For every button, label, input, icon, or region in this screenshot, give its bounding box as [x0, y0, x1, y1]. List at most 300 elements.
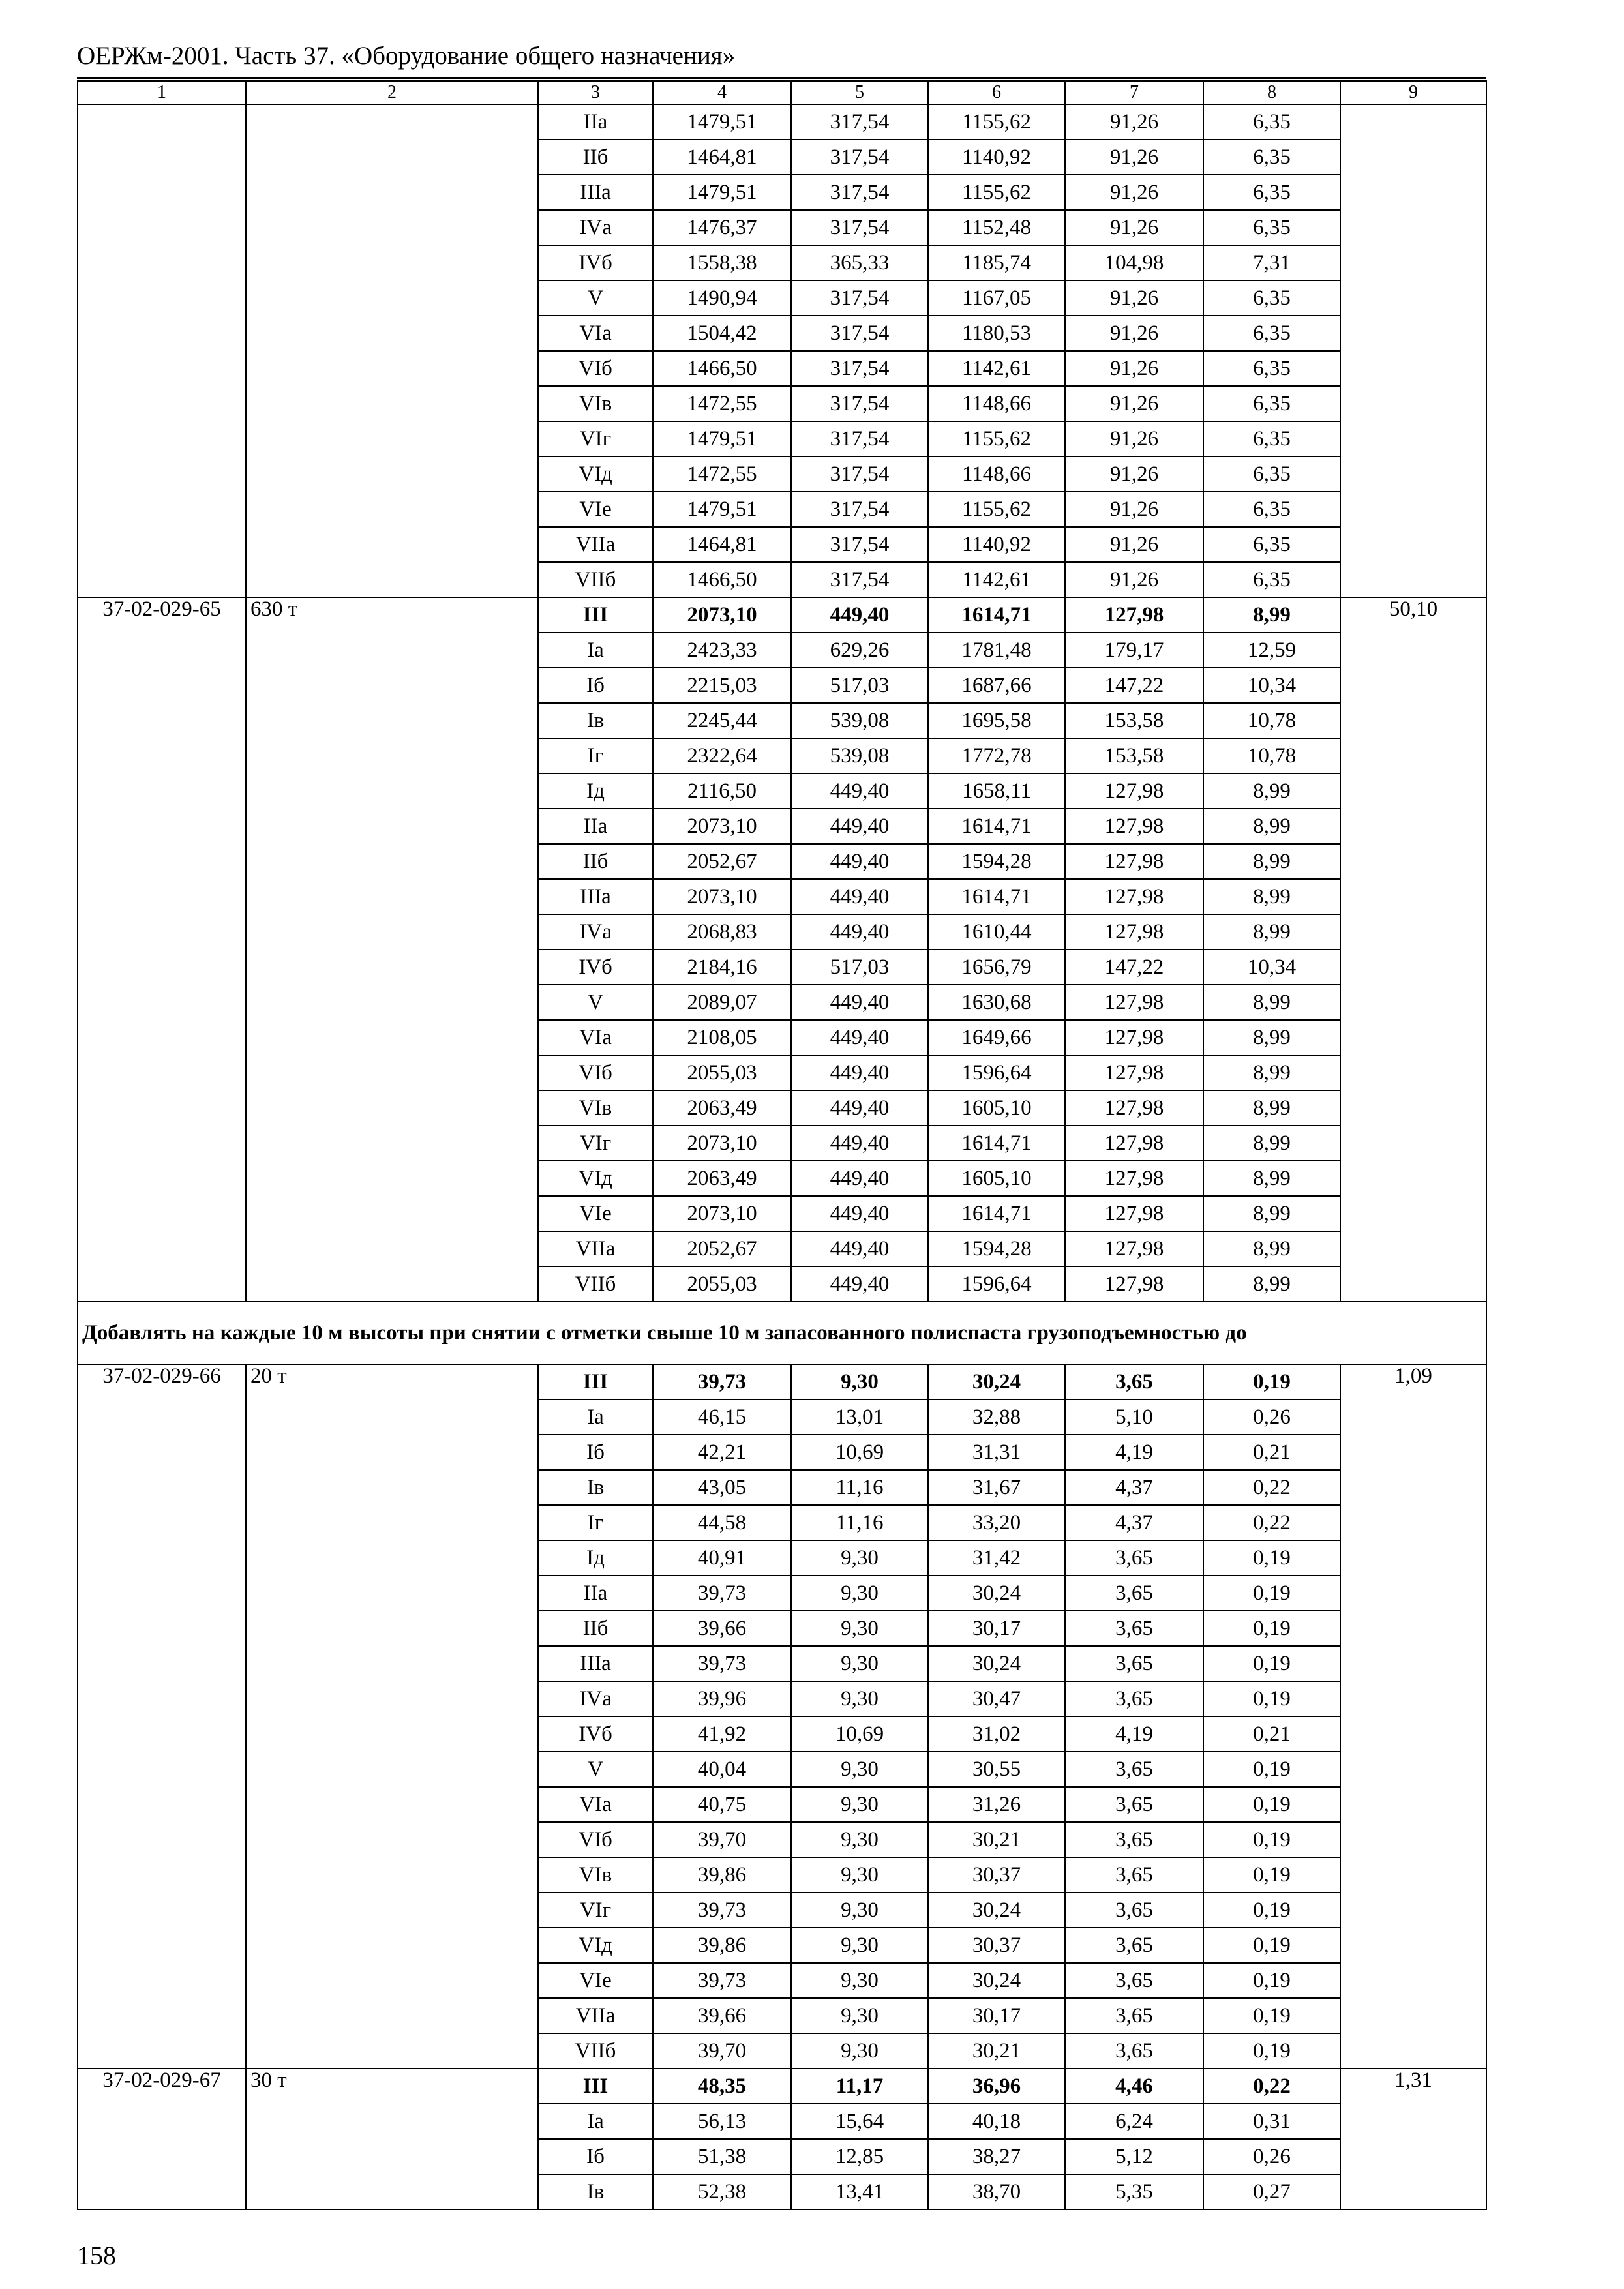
- value-cell: 1772,78: [928, 738, 1065, 773]
- value-cell: 127,98: [1065, 773, 1203, 809]
- table-row: [78, 597, 1486, 633]
- value-cell: 1614,71: [928, 1196, 1065, 1231]
- zone-cell: V: [538, 1752, 653, 1787]
- value-cell: 10,78: [1203, 703, 1340, 738]
- value-cell: 2073,10: [653, 1126, 791, 1161]
- value-cell: 9,30: [791, 1998, 928, 2033]
- value-cell: 43,05: [653, 1470, 791, 1505]
- zone-cell: IIIа: [538, 175, 653, 210]
- value-cell: 30,21: [928, 1822, 1065, 1857]
- value-cell: 3,65: [1065, 1540, 1203, 1576]
- value-cell: 39,73: [653, 1576, 791, 1611]
- value-cell: 5,35: [1065, 2174, 1203, 2209]
- value-cell: 30,24: [928, 1576, 1065, 1611]
- zone-cell: Iв: [538, 2174, 653, 2209]
- value-cell: 317,54: [791, 104, 928, 140]
- value-cell: 539,08: [791, 738, 928, 773]
- value-cell: 1155,62: [928, 175, 1065, 210]
- value-cell: 449,40: [791, 844, 928, 879]
- value-cell: 1155,62: [928, 492, 1065, 527]
- value-cell: 3,65: [1065, 1576, 1203, 1611]
- value-cell: 1155,62: [928, 421, 1065, 456]
- zone-cell: VIб: [538, 1055, 653, 1090]
- value-cell: 9,30: [791, 1681, 928, 1716]
- value-cell: 9,30: [791, 2033, 928, 2069]
- value-cell: 30,17: [928, 1611, 1065, 1646]
- value-cell: 2068,83: [653, 914, 791, 950]
- value-cell: 91,26: [1065, 386, 1203, 421]
- value-cell: 449,40: [791, 1231, 928, 1266]
- value-cell: 8,99: [1203, 879, 1340, 914]
- value-cell: 153,58: [1065, 703, 1203, 738]
- capacity-cell: 20 т: [246, 1364, 538, 2069]
- value-cell: 6,35: [1203, 456, 1340, 492]
- zone-cell: VIв: [538, 386, 653, 421]
- value-cell: 0,21: [1203, 1435, 1340, 1470]
- value-cell: 1140,92: [928, 527, 1065, 562]
- value-cell: 41,92: [653, 1716, 791, 1752]
- value-cell: 2322,64: [653, 738, 791, 773]
- value-cell: 2089,07: [653, 985, 791, 1020]
- zone-cell: IIб: [538, 1611, 653, 1646]
- value-cell: 30,37: [928, 1928, 1065, 1963]
- value-cell: 56,13: [653, 2104, 791, 2139]
- value-cell: 127,98: [1065, 844, 1203, 879]
- value-cell: 3,65: [1065, 1752, 1203, 1787]
- value-cell: 30,17: [928, 1998, 1065, 2033]
- value-cell: 1614,71: [928, 879, 1065, 914]
- zone-cell: VIа: [538, 1020, 653, 1055]
- value-cell: 6,35: [1203, 527, 1340, 562]
- value-cell: 10,34: [1203, 668, 1340, 703]
- zone-cell: Iа: [538, 1399, 653, 1435]
- value-cell: 1155,62: [928, 104, 1065, 140]
- value-cell: 3,65: [1065, 2033, 1203, 2069]
- value-cell: 317,54: [791, 316, 928, 351]
- value-cell: 39,73: [653, 1963, 791, 1998]
- value-cell: 2055,03: [653, 1055, 791, 1090]
- document-title: ОЕРЖм-2001. Часть 37. «Оборудование общего назначения»: [77, 42, 736, 70]
- value-cell: 179,17: [1065, 633, 1203, 668]
- value-cell: 4,37: [1065, 1505, 1203, 1540]
- value-cell: 7,31: [1203, 245, 1340, 280]
- zone-cell: VIе: [538, 1963, 653, 1998]
- value-cell: 38,70: [928, 2174, 1065, 2209]
- value-cell: 39,70: [653, 1822, 791, 1857]
- value-cell: 0,22: [1203, 1505, 1340, 1540]
- value-cell: 0,19: [1203, 1752, 1340, 1787]
- value-cell: 6,24: [1065, 2104, 1203, 2139]
- value-cell: 449,40: [791, 1126, 928, 1161]
- value-cell: 30,37: [928, 1857, 1065, 1893]
- value-cell: 1695,58: [928, 703, 1065, 738]
- zone-cell: VIе: [538, 492, 653, 527]
- value-cell: 6,35: [1203, 140, 1340, 175]
- value-cell: 10,69: [791, 1435, 928, 1470]
- column-number: 4: [653, 80, 791, 104]
- zone-cell: VIг: [538, 421, 653, 456]
- zone-cell: Iв: [538, 1470, 653, 1505]
- value-cell: 147,22: [1065, 668, 1203, 703]
- value-cell: 91,26: [1065, 562, 1203, 597]
- value-cell: 31,26: [928, 1787, 1065, 1822]
- zone-cell: Iа: [538, 633, 653, 668]
- value-cell: 127,98: [1065, 1090, 1203, 1126]
- value-cell: 91,26: [1065, 210, 1203, 245]
- value-cell: 9,30: [791, 1540, 928, 1576]
- value-cell: 8,99: [1203, 773, 1340, 809]
- value-cell: 39,86: [653, 1928, 791, 1963]
- zone-cell: Iг: [538, 1505, 653, 1540]
- value-cell: 91,26: [1065, 104, 1203, 140]
- zone-cell: VIIа: [538, 527, 653, 562]
- value-cell: 0,26: [1203, 2139, 1340, 2174]
- value-cell: 9,30: [791, 1787, 928, 1822]
- value-cell: 127,98: [1065, 597, 1203, 633]
- value-cell: 449,40: [791, 809, 928, 844]
- capacity-cell: 630 т: [246, 597, 538, 1302]
- value-cell: 0,19: [1203, 1611, 1340, 1646]
- zone-cell: VIг: [538, 1126, 653, 1161]
- value-cell: 2245,44: [653, 703, 791, 738]
- value-cell: 10,78: [1203, 738, 1340, 773]
- value-cell: 91,26: [1065, 527, 1203, 562]
- table-row: [78, 104, 1486, 140]
- zone-cell: VIв: [538, 1857, 653, 1893]
- value-cell: 42,21: [653, 1435, 791, 1470]
- value-cell: 40,91: [653, 1540, 791, 1576]
- value-cell: 629,26: [791, 633, 928, 668]
- value-cell: 9,30: [791, 1576, 928, 1611]
- value-cell: 127,98: [1065, 1020, 1203, 1055]
- value-cell: 2423,33: [653, 633, 791, 668]
- zone-cell: VIб: [538, 1822, 653, 1857]
- value-cell: 2073,10: [653, 809, 791, 844]
- zone-cell: VIд: [538, 1161, 653, 1196]
- value-cell: 2063,49: [653, 1090, 791, 1126]
- value-cell: 91,26: [1065, 351, 1203, 386]
- value-cell: 5,12: [1065, 2139, 1203, 2174]
- value-cell: 30,21: [928, 2033, 1065, 2069]
- value-cell: 1649,66: [928, 1020, 1065, 1055]
- value-cell: 30,24: [928, 1963, 1065, 1998]
- code-cell: [78, 104, 246, 597]
- header-rule: [77, 77, 1486, 79]
- price-table: [77, 80, 1487, 2210]
- value-cell: 8,99: [1203, 1266, 1340, 1302]
- value-cell: 6,35: [1203, 421, 1340, 456]
- column-number: 3: [538, 80, 653, 104]
- value-cell: 3,65: [1065, 1611, 1203, 1646]
- value-cell: 127,98: [1065, 1266, 1203, 1302]
- value-cell: 449,40: [791, 773, 928, 809]
- value-cell: 1658,11: [928, 773, 1065, 809]
- value-cell: 3,65: [1065, 1963, 1203, 1998]
- value-cell: 0,19: [1203, 1576, 1340, 1611]
- value-cell: 30,24: [928, 1646, 1065, 1681]
- zone-cell: VIд: [538, 456, 653, 492]
- value-cell: 449,40: [791, 1090, 928, 1126]
- value-cell: 127,98: [1065, 1055, 1203, 1090]
- zone-cell: IIа: [538, 104, 653, 140]
- zone-cell: IIIа: [538, 1646, 653, 1681]
- value-cell: 4,46: [1065, 2069, 1203, 2104]
- column-number: 9: [1340, 80, 1486, 104]
- value-cell: 317,54: [791, 527, 928, 562]
- value-cell: 0,19: [1203, 1963, 1340, 1998]
- value-cell: 3,65: [1065, 1998, 1203, 2033]
- value-cell: 0,19: [1203, 1893, 1340, 1928]
- value-cell: 6,35: [1203, 210, 1340, 245]
- value-cell: 31,02: [928, 1716, 1065, 1752]
- value-cell: 39,96: [653, 1681, 791, 1716]
- zone-cell: Iд: [538, 773, 653, 809]
- value-cell: 91,26: [1065, 280, 1203, 316]
- zone-cell: IVб: [538, 1716, 653, 1752]
- value-cell: 12,85: [791, 2139, 928, 2174]
- rate-cell: 1,31: [1340, 2069, 1486, 2209]
- value-cell: 1656,79: [928, 950, 1065, 985]
- value-cell: 39,73: [653, 1893, 791, 1928]
- value-cell: 8,99: [1203, 985, 1340, 1020]
- value-cell: 127,98: [1065, 1161, 1203, 1196]
- value-cell: 0,19: [1203, 1646, 1340, 1681]
- value-cell: 39,86: [653, 1857, 791, 1893]
- value-cell: 1479,51: [653, 492, 791, 527]
- value-cell: 9,30: [791, 1928, 928, 1963]
- value-cell: 0,19: [1203, 1857, 1340, 1893]
- value-cell: 31,31: [928, 1435, 1065, 1470]
- value-cell: 1466,50: [653, 562, 791, 597]
- value-cell: 9,30: [791, 1822, 928, 1857]
- value-cell: 13,41: [791, 2174, 928, 2209]
- value-cell: 1180,53: [928, 316, 1065, 351]
- value-cell: 8,99: [1203, 1020, 1340, 1055]
- value-cell: 0,19: [1203, 1928, 1340, 1963]
- value-cell: 127,98: [1065, 879, 1203, 914]
- zone-cell: V: [538, 280, 653, 316]
- value-cell: 1479,51: [653, 175, 791, 210]
- value-cell: 6,35: [1203, 386, 1340, 421]
- value-cell: 1781,48: [928, 633, 1065, 668]
- zone-cell: IIа: [538, 1576, 653, 1611]
- value-cell: 11,16: [791, 1470, 928, 1505]
- value-cell: 40,75: [653, 1787, 791, 1822]
- value-cell: 1614,71: [928, 809, 1065, 844]
- value-cell: 1466,50: [653, 351, 791, 386]
- value-cell: 1464,81: [653, 527, 791, 562]
- value-cell: 8,99: [1203, 1196, 1340, 1231]
- value-cell: 0,19: [1203, 1364, 1340, 1399]
- value-cell: 317,54: [791, 175, 928, 210]
- value-cell: 3,65: [1065, 1646, 1203, 1681]
- zone-cell: IVа: [538, 914, 653, 950]
- zone-cell: Iб: [538, 2139, 653, 2174]
- value-cell: 449,40: [791, 1020, 928, 1055]
- value-cell: 3,65: [1065, 1364, 1203, 1399]
- value-cell: 1558,38: [653, 245, 791, 280]
- zone-cell: IVб: [538, 950, 653, 985]
- value-cell: 0,19: [1203, 1998, 1340, 2033]
- value-cell: 40,18: [928, 2104, 1065, 2139]
- value-cell: 1504,42: [653, 316, 791, 351]
- zone-cell: VIIа: [538, 1231, 653, 1266]
- rate-cell: 1,09: [1340, 1364, 1486, 2069]
- column-number: 5: [791, 80, 928, 104]
- value-cell: 317,54: [791, 456, 928, 492]
- value-cell: 3,65: [1065, 1787, 1203, 1822]
- value-cell: 1605,10: [928, 1090, 1065, 1126]
- value-cell: 1472,55: [653, 456, 791, 492]
- value-cell: 1610,44: [928, 914, 1065, 950]
- value-cell: 1185,74: [928, 245, 1065, 280]
- note-row: [78, 1302, 1486, 1364]
- value-cell: 10,34: [1203, 950, 1340, 985]
- value-cell: 8,99: [1203, 844, 1340, 879]
- zone-cell: III: [538, 597, 653, 633]
- zone-cell: VIв: [538, 1090, 653, 1126]
- value-cell: 91,26: [1065, 316, 1203, 351]
- value-cell: 91,26: [1065, 421, 1203, 456]
- value-cell: 449,40: [791, 1196, 928, 1231]
- value-cell: 0,22: [1203, 2069, 1340, 2104]
- value-cell: 0,31: [1203, 2104, 1340, 2139]
- value-cell: 15,64: [791, 2104, 928, 2139]
- value-cell: 46,15: [653, 1399, 791, 1435]
- value-cell: 2073,10: [653, 597, 791, 633]
- value-cell: 91,26: [1065, 456, 1203, 492]
- table-body: [78, 80, 1486, 2209]
- zone-cell: IIIа: [538, 879, 653, 914]
- zone-cell: VIг: [538, 1893, 653, 1928]
- value-cell: 317,54: [791, 351, 928, 386]
- zone-cell: III: [538, 2069, 653, 2104]
- value-cell: 13,01: [791, 1399, 928, 1435]
- column-number: 6: [928, 80, 1065, 104]
- value-cell: 1167,05: [928, 280, 1065, 316]
- zone-cell: VIIб: [538, 562, 653, 597]
- value-cell: 39,66: [653, 1611, 791, 1646]
- code-cell: 37-02-029-66: [78, 1364, 246, 2069]
- value-cell: 153,58: [1065, 738, 1203, 773]
- value-cell: 1596,64: [928, 1266, 1065, 1302]
- value-cell: 8,99: [1203, 1231, 1340, 1266]
- value-cell: 2116,50: [653, 773, 791, 809]
- value-cell: 449,40: [791, 879, 928, 914]
- value-cell: 30,24: [928, 1364, 1065, 1399]
- value-cell: 317,54: [791, 210, 928, 245]
- value-cell: 517,03: [791, 668, 928, 703]
- value-cell: 2063,49: [653, 1161, 791, 1196]
- zone-cell: Iа: [538, 2104, 653, 2139]
- value-cell: 1464,81: [653, 140, 791, 175]
- zone-cell: Iг: [538, 738, 653, 773]
- zone-cell: Iб: [538, 1435, 653, 1470]
- value-cell: 6,35: [1203, 175, 1340, 210]
- value-cell: 127,98: [1065, 1231, 1203, 1266]
- value-cell: 3,65: [1065, 1681, 1203, 1716]
- value-cell: 40,04: [653, 1752, 791, 1787]
- value-cell: 365,33: [791, 245, 928, 280]
- value-cell: 2052,67: [653, 844, 791, 879]
- value-cell: 317,54: [791, 140, 928, 175]
- zone-cell: IVа: [538, 1681, 653, 1716]
- value-cell: 30,24: [928, 1893, 1065, 1928]
- value-cell: 2184,16: [653, 950, 791, 985]
- value-cell: 8,99: [1203, 1090, 1340, 1126]
- value-cell: 1142,61: [928, 562, 1065, 597]
- zone-cell: V: [538, 985, 653, 1020]
- rate-cell: [1340, 104, 1486, 597]
- value-cell: 317,54: [791, 492, 928, 527]
- value-cell: 317,54: [791, 562, 928, 597]
- value-cell: 6,35: [1203, 492, 1340, 527]
- value-cell: 91,26: [1065, 492, 1203, 527]
- value-cell: 449,40: [791, 914, 928, 950]
- value-cell: 0,22: [1203, 1470, 1340, 1505]
- note-text: Добавлять на каждые 10 м высоты при снятии с отметки свыше 10 м запасованного полиспаста грузоподъемностью до: [78, 1302, 1486, 1364]
- value-cell: 449,40: [791, 1055, 928, 1090]
- value-cell: 1472,55: [653, 386, 791, 421]
- column-number: 8: [1203, 80, 1340, 104]
- value-cell: 449,40: [791, 985, 928, 1020]
- value-cell: 39,73: [653, 1364, 791, 1399]
- value-cell: 127,98: [1065, 1126, 1203, 1161]
- value-cell: 0,19: [1203, 1787, 1340, 1822]
- value-cell: 11,17: [791, 2069, 928, 2104]
- code-cell: 37-02-029-67: [78, 2069, 246, 2209]
- value-cell: 1479,51: [653, 104, 791, 140]
- value-cell: 127,98: [1065, 1196, 1203, 1231]
- value-cell: 39,66: [653, 1998, 791, 2033]
- value-cell: 36,96: [928, 2069, 1065, 2104]
- value-cell: 317,54: [791, 280, 928, 316]
- value-cell: 449,40: [791, 597, 928, 633]
- column-number: 7: [1065, 80, 1203, 104]
- value-cell: 30,55: [928, 1752, 1065, 1787]
- value-cell: 39,73: [653, 1646, 791, 1681]
- value-cell: 3,65: [1065, 1822, 1203, 1857]
- zone-cell: III: [538, 1364, 653, 1399]
- value-cell: 8,99: [1203, 914, 1340, 950]
- value-cell: 8,99: [1203, 809, 1340, 844]
- zone-cell: IIб: [538, 140, 653, 175]
- capacity-cell: [246, 104, 538, 597]
- value-cell: 1614,71: [928, 1126, 1065, 1161]
- value-cell: 0,19: [1203, 2033, 1340, 2069]
- value-cell: 8,99: [1203, 1055, 1340, 1090]
- value-cell: 1630,68: [928, 985, 1065, 1020]
- value-cell: 5,10: [1065, 1399, 1203, 1435]
- value-cell: 6,35: [1203, 104, 1340, 140]
- value-cell: 6,35: [1203, 316, 1340, 351]
- value-cell: 9,30: [791, 1611, 928, 1646]
- value-cell: 6,35: [1203, 562, 1340, 597]
- value-cell: 9,30: [791, 1963, 928, 1998]
- value-cell: 48,35: [653, 2069, 791, 2104]
- value-cell: 0,19: [1203, 1681, 1340, 1716]
- zone-cell: VIIб: [538, 1266, 653, 1302]
- value-cell: 4,37: [1065, 1470, 1203, 1505]
- value-cell: 449,40: [791, 1266, 928, 1302]
- value-cell: 0,27: [1203, 2174, 1340, 2209]
- value-cell: 2108,05: [653, 1020, 791, 1055]
- value-cell: 1687,66: [928, 668, 1065, 703]
- value-cell: 52,38: [653, 2174, 791, 2209]
- value-cell: 9,30: [791, 1752, 928, 1787]
- value-cell: 2073,10: [653, 1196, 791, 1231]
- page-number: 158: [77, 2241, 116, 2270]
